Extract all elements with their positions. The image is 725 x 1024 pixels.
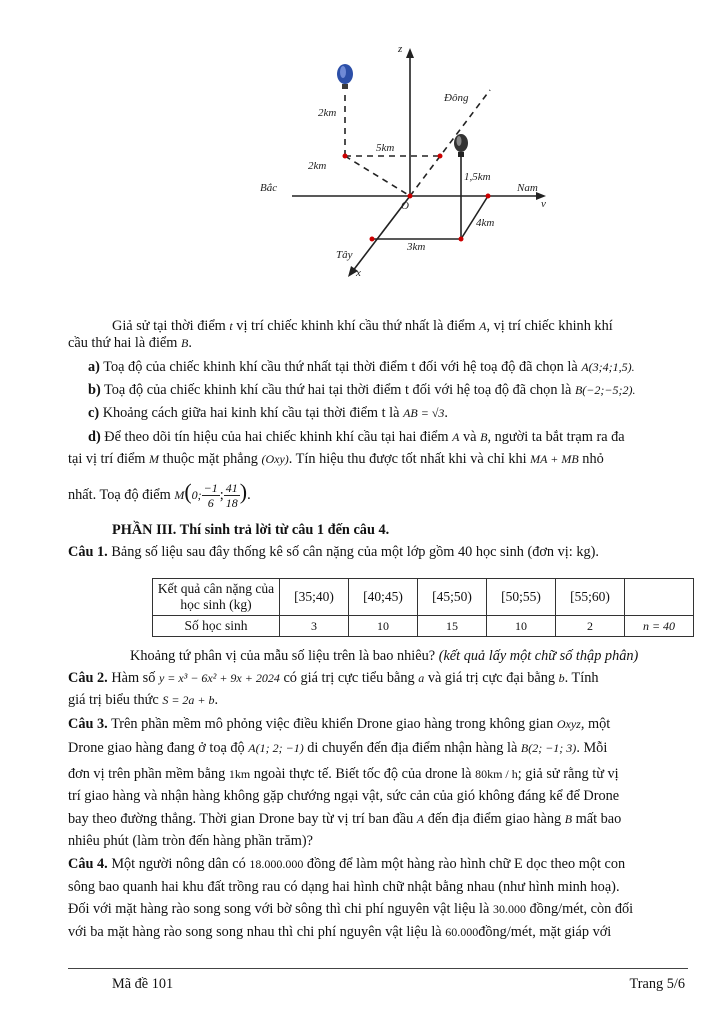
question-3-line-5: bay theo đường thẳng. Thời gian Drone bay từ vị trí ban đầu A đến địa điểm giao hàng B mất bao	[68, 811, 622, 827]
question-4-line-4: với ba mặt hàng rào song song nhau thì chi phí nguyên vật liệu là 60.000đồng/mét, mặt giáp với	[68, 924, 612, 940]
table-count: 2	[556, 616, 625, 637]
question-1-ask: Khoảng tứ phân vị của mẫu số liệu trên là bao nhiêu? (kết quả lấy một chữ số thập phân)	[130, 648, 639, 664]
statement-d-3: nhất. Toạ độ điểm M(0; $\frac{-1}{6}$ ; $\frac{41}{18}$ ).	[68, 479, 251, 511]
table-total: n = 40	[625, 616, 694, 637]
table-count: 3	[280, 616, 349, 637]
paragraph-intro-2: cầu thứ hai là điểm B.	[68, 335, 192, 351]
label-4km: 4km	[476, 217, 495, 229]
table-interval: [40;45)	[349, 579, 418, 616]
footer-exam-code: Mã đề 101	[112, 976, 174, 992]
label-2km-left: 2km	[308, 160, 327, 172]
table-interval: [45;50)	[418, 579, 487, 616]
point-ground-tay	[370, 237, 375, 242]
table-interval: [55;60)	[556, 579, 625, 616]
origin-point	[408, 194, 413, 199]
balloon-1-icon	[337, 64, 353, 89]
statement-d-2: tại vị trí điểm M thuộc mặt phẳng (Oxy). Tín hiệu thu được tốt nhất khi và chỉ khi MA + MB nhỏ	[68, 451, 604, 467]
question-4-line-3: Đối với mặt hàng rào song song với bờ sông thì chi phí nguyên vật liệu là 30.000 đồng/mét, còn đối	[68, 901, 634, 917]
question-3-line-2: Drone giao hàng đang ở toạ độ A(1; 2; −1) di chuyển đến địa điểm nhận hàng là B(2; −1; 3). Mỗi	[68, 740, 608, 756]
point-corner	[343, 154, 348, 159]
label-nam: Nam	[517, 182, 538, 194]
table-count: 15	[418, 616, 487, 637]
table-empty-cell	[625, 579, 694, 616]
label-3km: 3km	[407, 241, 426, 253]
statement-c: c) Khoảng cách giữa hai kinh khí cầu tại thời điểm t là AB = √3.	[88, 405, 448, 421]
footer-page-number: Trang 5/6	[629, 976, 685, 992]
z-arrow	[406, 48, 414, 58]
point-ground-3km	[459, 237, 464, 242]
footer-divider	[68, 968, 688, 969]
weight-table	[152, 578, 694, 637]
label-bac: Bắc	[260, 182, 278, 194]
question-3-line-6: nhiêu phút (làm tròn đến hàng phần trăm)?	[68, 833, 313, 849]
table-row-label: Số học sinh	[153, 616, 280, 637]
statement-d-1: d) Để theo dõi tín hiệu của hai chiếc khinh khí cầu tại hai điểm A và B, người ta bắt trạm ra đa	[88, 429, 625, 445]
label-5km: 5km	[376, 142, 395, 154]
question-3-line-4: trí giao hàng và nhận hàng không gặp chướng ngại vật, sức cản của gió không đáng kể để Drone	[68, 788, 620, 804]
balloon-2-icon	[454, 134, 468, 157]
table-interval: [50;55)	[487, 579, 556, 616]
question-3-line-3: đơn vị trên phần mềm bằng 1km ngoài thực tế. Biết tốc độ của drone là 80km / h; giả sử rằng từ vị	[68, 766, 619, 782]
label-x: x	[356, 267, 361, 279]
label-o: O	[401, 200, 409, 212]
table-interval: [35;40)	[280, 579, 349, 616]
question-1: Câu 1. Bảng số liệu sau đây thống kê số cân nặng của một lớp gồm 40 học sinh (đơn vị: kg).	[68, 544, 599, 560]
label-z: z	[398, 43, 403, 55]
point-5km-end	[438, 154, 443, 159]
question-4-line-2: sông bao quanh hai khu đất trồng rau có dạng hai hình chữ nhật bằng nhau (như hình minh hoạ).	[68, 879, 620, 895]
statement-b: b) Toạ độ của chiếc khinh khí cầu thứ hai tại thời điểm t đối với hệ toạ độ đã chọn là B(−2;−5;2).	[88, 382, 636, 398]
question-3-line-1: Câu 3. Trên phần mềm mô phỏng việc điều khiển Drone giao hàng trong không gian Oxyz, một	[68, 716, 611, 732]
table-header-label: Kết quả cân nặng của học sinh (kg)	[153, 579, 280, 616]
label-v: v	[541, 198, 546, 210]
question-4-line-1: Câu 4. Một người nông dân có 18.000.000 đồng để làm một hàng rào hình chữ E dọc theo một con	[68, 856, 626, 872]
label-tay: Tây	[336, 249, 353, 261]
statement-a: a) Toạ độ của chiếc khinh khí cầu thứ nhất tại thời điểm t đối với hệ toạ độ đã chọn là A(3;4;1,5).	[88, 359, 635, 375]
section-heading: PHẦN III. Thí sinh trả lời từ câu 1 đến câu 4.	[112, 522, 390, 538]
label-1-5km: 1,5km	[464, 171, 491, 183]
table-count: 10	[487, 616, 556, 637]
question-2-line-2: giá trị biểu thức S = 2a + b.	[68, 692, 219, 708]
label-dong: Đông	[444, 92, 469, 104]
label-2km-up: 2km	[318, 107, 337, 119]
table-count: 10	[349, 616, 418, 637]
paragraph-intro-1: Giả sử tại thời điểm t vị trí chiếc khinh khí cầu thứ nhất là điểm A, vị trí chiếc khinh khí	[112, 318, 613, 334]
path-2km-west	[345, 156, 410, 196]
question-2-line-1: Câu 2. Hàm số y = x³ − 6x² + 9x + 2024 có giá trị cực tiểu bằng a và giá trị cực đại bằng b. Tính	[68, 670, 599, 686]
point-nam	[486, 194, 491, 199]
coordinate-figure	[250, 40, 560, 280]
